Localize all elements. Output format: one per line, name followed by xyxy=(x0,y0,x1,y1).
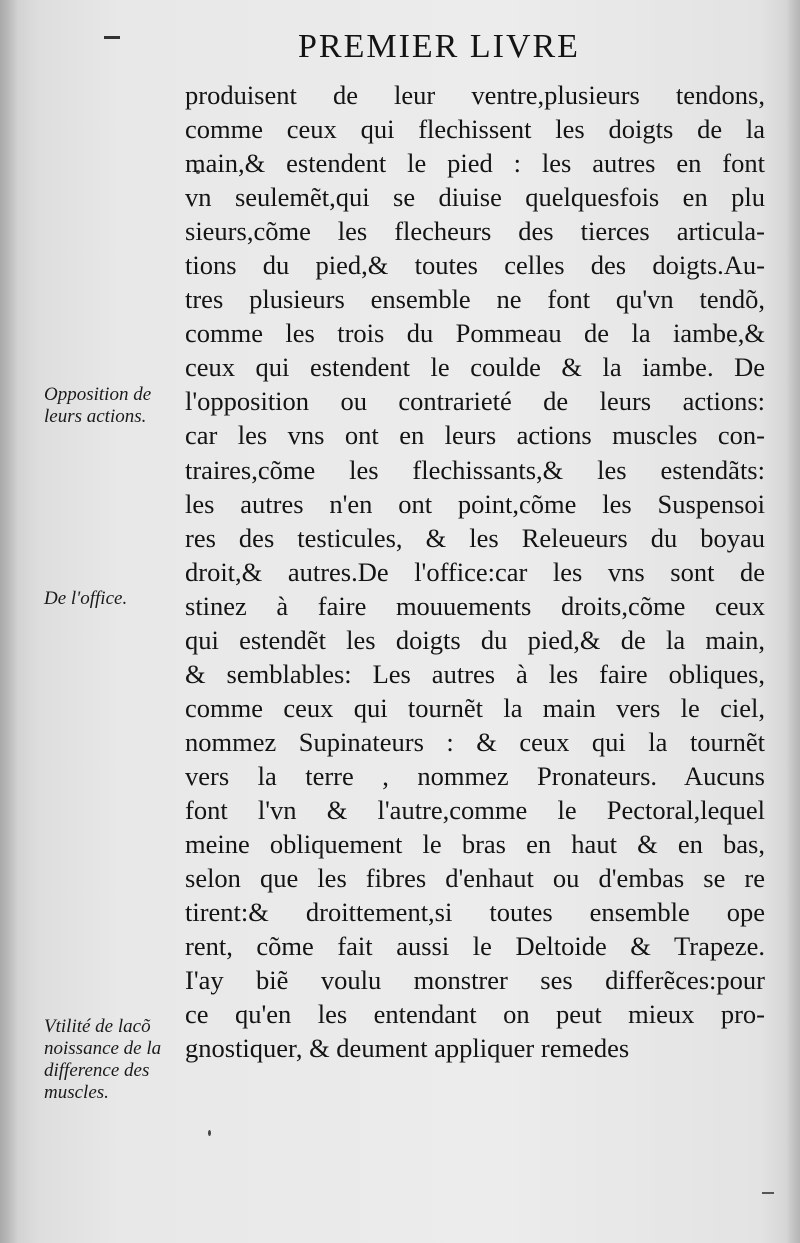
text-line: droit,& autres.De l'office:car les vns sont de xyxy=(185,556,765,587)
text-line: car les vns ont en leurs actions muscles con- xyxy=(185,420,765,451)
text-line: qui estendẽt les doigts du pied,& de la main, xyxy=(185,624,765,655)
text-line: comme les trois du Pommeau de la iambe,& xyxy=(185,318,765,349)
ink-mark xyxy=(762,1192,774,1196)
text-line: res des testicules, & les Releueurs du boyau xyxy=(185,522,765,553)
text-line: vn seulemẽt,qui se diuise quelquesfois en plu xyxy=(185,182,765,213)
running-head: PREMIER LIVRE xyxy=(298,28,580,65)
text-line: nommez Supinateurs : & ceux qui la tournẽt xyxy=(185,726,765,757)
text-line: tirent:& droittement,si toutes ensemble ope xyxy=(185,897,765,928)
text-line: produisent de leur ventre,plusieurs tendons, xyxy=(185,80,765,110)
text-line: sieurs,cõme les flecheurs des tierces articula- xyxy=(185,216,765,247)
margin-note-line: difference des xyxy=(44,1060,150,1081)
text-line: vers la terre , nommez Pronateurs. Aucuns xyxy=(185,760,765,791)
ink-speck xyxy=(208,1130,211,1136)
margin-note-utilite xyxy=(44,1016,190,1104)
text-line: main,& estendent le pied : les autres en font xyxy=(185,148,765,179)
margin-note-line: Vtilité de lacõ xyxy=(44,1016,151,1037)
text-line: tions du pied,& toutes celles des doigts.Au- xyxy=(185,250,765,281)
text-line: comme ceux qui tournẽt la main vers le ciel, xyxy=(185,692,765,723)
text-line: rent, cõme fait aussi le Deltoide & Trapeze. xyxy=(185,931,765,962)
text-line: meine obliquement le bras en haut & en bas, xyxy=(185,829,765,860)
text-line: & semblables: Les autres à les faire obliques, xyxy=(185,658,765,689)
text-line: gnostiquer, & deument appliquer remedes xyxy=(185,1033,630,1064)
text-line: l'opposition ou contrarieté de leurs actions: xyxy=(185,386,765,417)
text-line: font l'vn & l'autre,comme le Pectoral,lequel xyxy=(185,794,765,825)
text-line: tres plusieurs ensemble ne font qu'vn tendõ, xyxy=(185,284,765,315)
margin-note-line: leurs actions. xyxy=(44,406,147,427)
body-text xyxy=(185,78,765,1065)
text-line: les autres n'en ont point,cõme les Suspensoi xyxy=(185,488,765,519)
margin-note-line: noissance de la xyxy=(44,1038,162,1059)
page-edge-shadow xyxy=(786,0,800,1243)
margin-note-opposition xyxy=(44,384,190,428)
text-line: stinez à faire mouuements droits,cõme ceux xyxy=(185,590,765,621)
text-line: selon que les fibres d'enhaut ou d'embas se re xyxy=(185,863,765,894)
margin-note-line: muscles. xyxy=(44,1082,109,1103)
margin-note-line: De l'office. xyxy=(44,588,128,609)
page-gutter-shadow xyxy=(0,0,18,1243)
ink-mark xyxy=(104,36,120,39)
margin-note-office xyxy=(44,588,190,610)
text-line: comme ceux qui flechissent les doigts de la xyxy=(185,114,765,145)
margin-note-line: Opposition de xyxy=(44,384,152,405)
text-line: traires,cõme les flechissants,& les estendãts: xyxy=(185,454,765,485)
text-line: I'ay biẽ voulu monstrer ses differẽces:pour xyxy=(185,965,765,996)
text-line: ce qu'en les entendant on peut mieux pro- xyxy=(185,999,765,1030)
text-line: ceux qui estendent le coulde & la iambe. De xyxy=(185,352,765,383)
